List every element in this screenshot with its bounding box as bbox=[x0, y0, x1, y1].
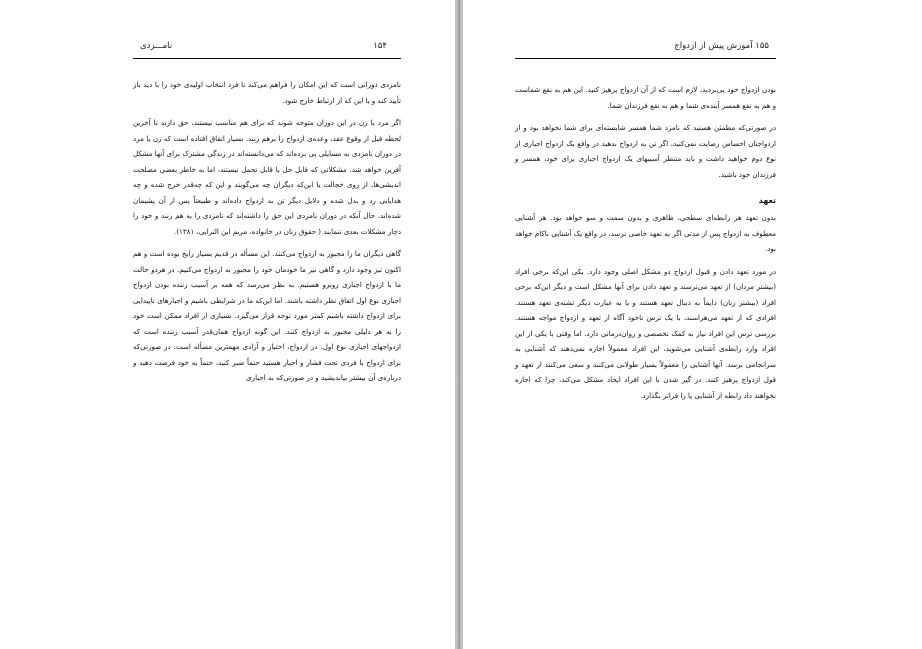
left-page bbox=[0, 0, 456, 649]
left-header-rule bbox=[133, 58, 401, 59]
paragraph: در مورد تعهد دادن و قبول ازدواج دو مشکل اصلی وجود دارد. یکی این‌که برخی افراد (بیشتر مردان) از تعهد می‌ترسند و تعهد دادن برای آنها مشکل است و دیگر این‌که برخی افراد (بیشتر زنان) دایماً به دنبال تعهد هستند و یا به عبارت دیگر تشنه‌ی تعهد هستند. افرادی که از تعهد می‌هراسند، با یک ترس ناخود آگاه از تعهد و ازدواج مواجه هستند. بررسی ترس این افراد نیاز به کمک تخصصی و روان‌درمانی دارد. اما وقتی با یکی از این افراد وارد رابطه‌ی آشنایی می‌شوید، این افراد معمولاً اجازه نمی‌دهند که آشنایی به سرانجامی برسد. آنها آشنایی را معمولاً بسیار طولانی می‌کنند و سعی می‌کنند از تعهد و قول ازدواج پرهیز کنند. در گیر شدن با این افراد ایجاد مشکل می‌کند، چرا که اجازه نخواهند داد رابطه از آشنایی پا را فراتر بگذارد. bbox=[515, 266, 776, 400]
section-heading: تعهد bbox=[758, 196, 776, 205]
right-header-rule bbox=[515, 58, 776, 59]
paragraph: نامزدی دورانی است که این امکان را فراهم می‌کند تا فرد انتخاب اولیه‌ی خود را با دید باز تأیید کند و یا این که از ارتباط خارج شود. bbox=[133, 80, 401, 105]
right-page-body bbox=[515, 82, 776, 410]
left-page-running-title: نامـــزدی bbox=[140, 41, 173, 51]
right-page-number: ۱۵۵ bbox=[755, 41, 769, 51]
paragraph: در صورتی‌که مطمئن هستید که نامزد شما همسر شایسته‌ای برای شما نخواهد بود و از ازدواجتان احساس رضایت نمی‌کنید، اگر تن به ازدواج بدهید در واقع یک ازدواج اجباری از نوع دوم خواهید داشت و باید منتظر آسیبهای یک ازدواج اجباری برای خود، همسر و فرزندان خود باشید. bbox=[515, 123, 776, 179]
right-page bbox=[462, 0, 922, 649]
right-page-header bbox=[515, 41, 769, 55]
paragraph: بودن ازدواج خود پی‌بردید، لازم است که از آن ازدواج پرهیز کنید. این هم به نفع شماست و هم به نفع همسر آینده‌ی شما و هم به نفع فرزندان شما. bbox=[515, 85, 776, 110]
right-page-running-title: آموزش پیش از ازدواج bbox=[674, 41, 753, 51]
paragraph: گاهی دیگران ما را مجبور به ازدواج می‌کنند. این مسأله در قدیم بسیار رایج بوده است و هم اکنون نیز وجود دارد و گاهی نیز ما خودمان خود را مجبور به ازدواج می‌کنیم. در هردو حالت ما با ازدواج اجباری روبرو هستیم. به نظر می‌رسد که همه بر آسیب زننده بودن ازدواج اجباری نوع اول اتفاق نظر داشته باشند. اما این‌که ما در شرایطی باشیم و اجبارهای ناپیدایی برای ازدواج داشته باشیم کمتر مورد توجه قرار می‌گیرد. بسیاری از افراد ممکن است خود را به هر دلیلی مجبور به ازدواج کنند. این گونه ازدواج همان‌قدر آسیب زننده است که ازدواجهای اجباری نوع اول. در ازدواج، اختیار و آزادی مهمترین مسأله است. در صورتی‌که برای ازدواج با فردی تحت فشار و اجبار هستید حتماً صبر کنید، حتماً به خود فرصت دهید و درباره‌ی آن بیشتر بیاندیشید و در صورتی‌که به اجباری bbox=[133, 249, 401, 382]
left-page-header bbox=[140, 41, 387, 55]
left-page-body bbox=[133, 77, 401, 393]
left-page-number: ۱۵۴ bbox=[373, 41, 387, 51]
paragraph: اگر مرد یا زن در این دوران متوجه شوند که برای هم مناسب نیستند، حق دارند تا آخرین لحظه قبل از وقوع عقد، وعده‌ی ازدواج را برهم زنند. بسیار اتفاق افتاده است که زن یا مرد در دوران نامزدی به مسایلی پی برده‌اند که می‌دانسته‌اند در زندگی مشترک برای آنها مشکل آفرین خواهد شد. مشکلاتی که قابل حل یا قابل تحمل نیستند، اما به خاطر بعضی مصلحت اندیشی‌ها، از روی خجالت یا این‌که دیگران چه می‌گویند و این که چه‌قدر خرج شده و چه هدایایی رد و بدل شده و دلایل دیگر تن به ازدواج داده‌اند و طبیعتاً پس از آن پشیمان شده‌اند. حال آنکه در دوران نامزدی این حق را داشته‌اند که نامزدی را به هم زنند و خود را دچار مشکلات بعدی ننمایند ( حقوق زنان در خانواده، مریم ابن الترابی، ۱۳۸۱). bbox=[133, 118, 401, 236]
paragraph: بدون تعهد هر رابطه‌ای سطحی، ظاهری و بدون سمت و سو خواهد بود. هر آشنایی معطوف به ازدواج پس از مدتی اگر به تعهد خاصی نرسد، در واقع یک آشنایی ناکام خواهد بود. bbox=[515, 213, 776, 253]
